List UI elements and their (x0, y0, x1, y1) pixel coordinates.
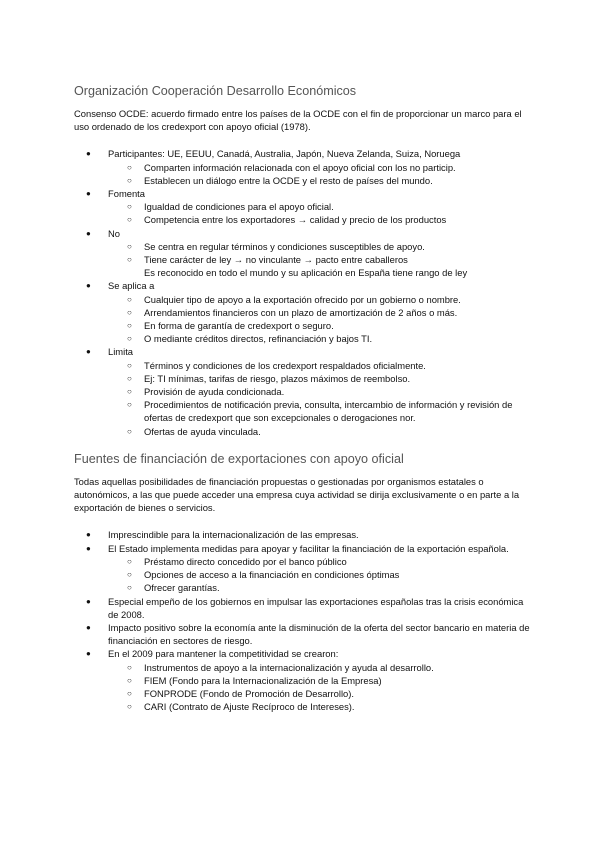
list-item: ● El Estado implementa medidas para apoyar y facilitar la financiación de la exportación española. ○ Préstamo directo concedido por el banco público ○ Opciones de acceso a la financiación en condiciones óptimas ○ Ofrecer garantías. (74, 542, 534, 595)
bullet-dot-icon: ● (86, 649, 91, 659)
bullet-circle-icon: ○ (127, 583, 132, 593)
sub-list-item: ○ Establecen un diálogo entre la OCDE y el resto de países del mundo. (127, 174, 433, 186)
sub-list-item: ○ En forma de garantía de credexport o seguro. (127, 320, 334, 332)
bullet-list-financiacion (74, 528, 534, 713)
list-item: ● Impacto positivo sobre la economía ante la disminución de la oferta del sector bancario en materia de financiación en sectores de riesgo. (86, 621, 530, 647)
sub-list-item: ○ Cualquier tipo de apoyo a la exportación ofrecido por un gobierno o nombre. (127, 293, 461, 305)
bullet-circle-icon: ○ (127, 570, 132, 580)
sub-list-item: ○ Tiene carácter de ley → no vinculante → pacto entre caballeros Es reconocido en todo el mundo y su aplicación en España tiene rango de ley (127, 254, 468, 279)
sub-list-item: ○ FONPRODE (Fondo de Promoción de Desarrollo). (127, 687, 354, 699)
bullet-circle-icon: ○ (127, 294, 132, 304)
bullet-circle-icon: ○ (127, 307, 132, 317)
bullet-circle-icon: ○ (127, 688, 132, 698)
sub-list-item: ○ O mediante créditos directos, refinanciación y bajos TI. (127, 333, 373, 345)
bullet-list-ocde (74, 147, 534, 437)
section-heading-financiacion: Fuentes de financiación de exportaciones con apoyo oficial (74, 451, 404, 466)
sub-list-item: ○ Arrendamientos financieros con un plazo de amortización de 2 años o más. (127, 306, 458, 318)
bullet-dot-icon: ● (86, 347, 91, 357)
list-item: ● Fomenta ○ Igualdad de condiciones para el apoyo oficial. ○ Competencia entre los exportadores → calidad y precio de los productos (74, 187, 534, 227)
bullet-circle-icon: ○ (127, 702, 132, 712)
sub-list-item: ○ Ofertas de ayuda vinculada. (127, 425, 261, 437)
sub-list-item: ○ Ej: TI mínimas, tarifas de riesgo, plazos máximos de reembolso. (127, 372, 411, 384)
list-item: ● Se aplica a ○ Cualquier tipo de apoyo a la exportación ofrecido por un gobierno o nombre. ○ Arrendamientos financieros con un plazo de amortización de 2 años o más. ○ En forma de garantía de credexport o seguro. ○ O mediante créditos directos, refinanciación y bajos TI. (74, 279, 534, 345)
sub-list-item: ○ Competencia entre los exportadores → calidad y precio de los productos (127, 214, 447, 226)
bullet-circle-icon: ○ (127, 241, 132, 251)
bullet-circle-icon: ○ (127, 662, 132, 672)
list-item: ● Especial empeño de los gobiernos en impulsar las exportaciones españolas tras la crisis económica de 2008. (86, 595, 524, 620)
sub-list-item: ○ Préstamo directo concedido por el banco público (127, 555, 347, 567)
bullet-circle-icon: ○ (127, 556, 132, 566)
sub-list-item: ○ FIEM (Fondo para la Internacionalización de la Empresa) (127, 674, 382, 686)
sub-list-item: ○ Igualdad de condiciones para el apoyo oficial. (127, 201, 334, 213)
document-page (74, 84, 534, 713)
bullet-dot-icon: ● (86, 622, 91, 632)
bullet-circle-icon: ○ (127, 334, 132, 344)
bullet-dot-icon: ● (86, 596, 91, 606)
sub-list-item: ○ Ofrecer garantías. (127, 582, 220, 594)
list-item: ● Imprescindible para la internacionalización de las empresas. (86, 529, 359, 541)
list-item: ● En el 2009 para mantener la competitividad se crearon: ○ Instrumentos de apoyo a la internacionalización y ayuda al desarrollo. ○ FIEM (Fondo para la Internacionalización de la Empresa) ○ FONPRODE (Fondo de Promoción de Desarrollo). ○ CARI (Contrato de Ajuste Recíproco de Intereses). (74, 647, 534, 713)
bullet-circle-icon: ○ (127, 175, 132, 185)
list-item: ● Limita ○ Términos y condiciones de los credexport respaldados oficialmente. ○ Ej: TI mínimas, tarifas de riesgo, plazos máximos de reembolso. ○ Provisión de ayuda condicionada. ○ Procedimientos de notificación previa, consulta, intercambio de información y revisión de ofertas de credexport que son excepcionales o derogaciones nor. ○ Ofertas de ayuda vinculada. (74, 345, 534, 437)
bullet-circle-icon: ○ (127, 202, 132, 212)
sub-list-item: ○ Provisión de ayuda condicionada. (127, 386, 285, 398)
bullet-dot-icon: ● (86, 189, 91, 199)
bullet-dot-icon: ● (86, 228, 91, 238)
bullet-circle-icon: ○ (127, 675, 132, 685)
bullet-dot-icon: ● (86, 149, 91, 159)
bullet-dot-icon: ● (86, 281, 91, 291)
bullet-circle-icon: ○ (127, 321, 132, 331)
bullet-dot-icon: ● (86, 543, 91, 553)
sub-list-item: ○ Procedimientos de notificación previa, consulta, intercambio de información y revisión de ofertas de credexport que son excepcionales o derogaciones nor. (127, 399, 513, 424)
section-heading-ocde: Organización Cooperación Desarrollo Económicos (74, 84, 357, 98)
bullet-circle-icon: ○ (127, 215, 132, 225)
bullet-dot-icon: ● (86, 530, 91, 540)
bullet-circle-icon: ○ (127, 387, 132, 397)
bullet-circle-icon: ○ (127, 360, 132, 370)
sub-list-item: ○ Términos y condiciones de los credexport respaldados oficialmente. (127, 359, 426, 371)
bullet-circle-icon: ○ (127, 162, 132, 172)
sub-list-item: ○ Comparten información relacionada con el apoyo oficial con los no particip. (127, 161, 456, 173)
sub-list-item: ○ Se centra en regular términos y condiciones susceptibles de apoyo. (127, 240, 425, 252)
bullet-circle-icon: ○ (127, 426, 132, 436)
sub-list-item: ○ Instrumentos de apoyo a la internacionalización y ayuda al desarrollo. (127, 661, 434, 673)
bullet-circle-icon: ○ (127, 255, 132, 265)
bullet-circle-icon: ○ (127, 400, 132, 410)
sub-list-item: ○ CARI (Contrato de Ajuste Recíproco de Intereses). (127, 701, 355, 713)
section-intro-financiacion: Todas aquellas posibilidades de financiación propuestas o gestionadas por organismos estatales o autonómicos, a las que puede acceder una empresa cuya actividad se dirija exclusivamente o en parte a la exportación de bienes o servicios. (74, 475, 520, 514)
list-item: ● Participantes: UE, EEUU, Canadá, Australia, Japón, Nueva Zelanda, Suiza, Noruega ○ Comparten información relacionada con el apoyo oficial con los no particip. ○ Establecen un diálogo entre la OCDE y el resto de países del mundo. (74, 147, 534, 187)
list-item: ● No ○ Se centra en regular términos y condiciones susceptibles de apoyo. ○ Tiene carácter de ley → no vinculante → pacto entre caballeros Es reconocido en todo el mundo y su aplicación en España tiene rango de ley (74, 227, 534, 280)
bullet-circle-icon: ○ (127, 373, 132, 383)
section-intro-ocde: Consenso OCDE: acuerdo firmado entre los países de la OCDE con el fin de proporcionar un marco para el uso ordenado de los credexport con apoyo oficial (1978). (74, 108, 522, 133)
sub-list-item: ○ Opciones de acceso a la financiación en condiciones óptimas (127, 569, 400, 581)
